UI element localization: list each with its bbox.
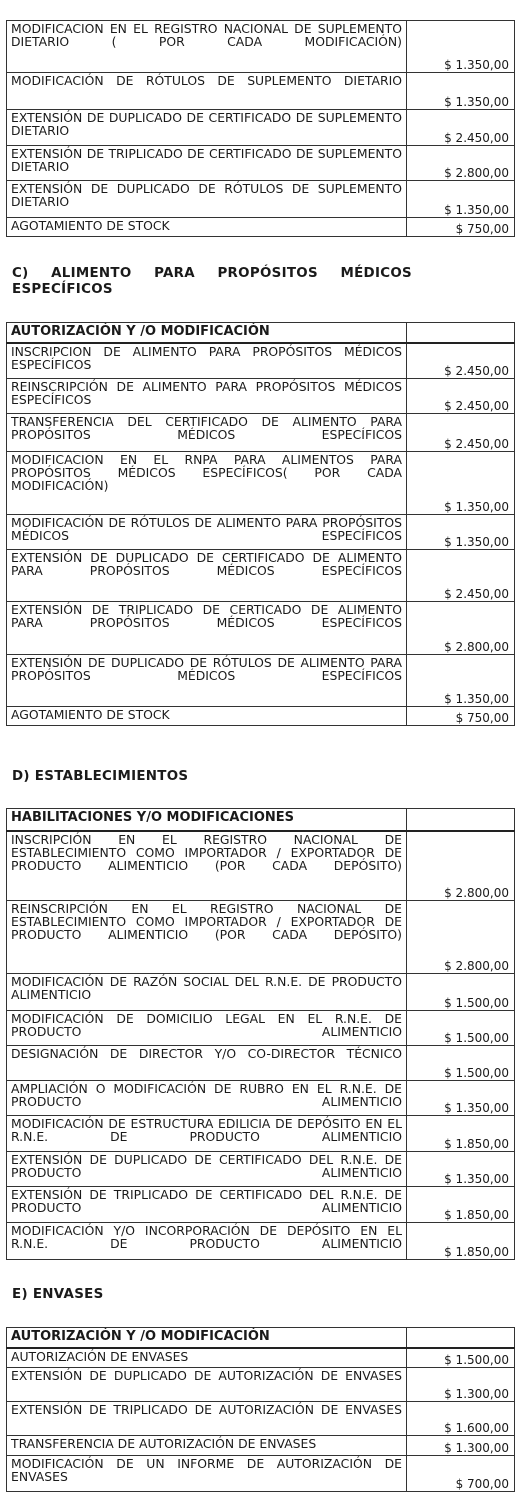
fee-amount: $ 1.350,00 [407, 515, 515, 550]
table-row [7, 21, 515, 73]
fee-amount: $ 2.800,00 [407, 901, 515, 974]
table-row [7, 1436, 515, 1456]
table-row [7, 379, 515, 414]
table-suplemento-dietario [6, 20, 515, 237]
fee-amount: $ 1.350,00 [407, 21, 515, 73]
fee-amount: $ 700,00 [407, 1456, 515, 1492]
fee-description: EXTENSIÓN DE DUPLICADO DE CERTIFICADO DE ALIMENTO PARA PROPÓSITOS MÉDICOS ESPECÍFICOS [7, 550, 407, 602]
section-title-e: E) ENVASES [12, 1287, 104, 1302]
fee-amount: $ 1.600,00 [407, 1402, 515, 1436]
fee-amount: $ 1.350,00 [407, 1081, 515, 1116]
table-row [7, 1116, 515, 1152]
fee-description: MODIFICACION EN EL RNPA PARA ALIMENTOS PARA PROPÓSITOS MÉDICOS ESPECÍFICOS( POR CADA MODIFICACIÓN) [7, 452, 407, 515]
fee-description: INSCRIPCIÓN EN EL REGISTRO NACIONAL DE ESTABLECIMIENTO COMO IMPORTADOR / EXPORTADOR DE PRODUCTO ALIMENTICIO (POR CADA DEPÓSITO) [7, 831, 407, 901]
table-header: AUTORIZACIÓN Y /O MODIFICACIÓN [7, 323, 407, 343]
fee-amount: $ 1.350,00 [407, 181, 515, 218]
table-row [7, 181, 515, 218]
table-row [7, 1187, 515, 1223]
table-row [7, 73, 515, 110]
fee-amount: $ 1.500,00 [407, 1046, 515, 1081]
fee-description: EXTENSIÓN DE DUPLICADO DE CERTIFICADO DEL R.N.E. DE PRODUCTO ALIMENTICIO [7, 1152, 407, 1187]
fee-description: MODIFICACIÓN DE DOMICILIO LEGAL EN EL R.N.E. DE PRODUCTO ALIMENTICIO [7, 1011, 407, 1046]
table-header: HABILITACIONES Y/O MODIFICACIONES [7, 809, 407, 831]
table-header-empty [407, 323, 515, 343]
fee-amount: $ 1.350,00 [407, 655, 515, 707]
fee-description: EXTENSIÓN DE TRIPLICADO DE AUTORIZACIÓN DE ENVASES [7, 1402, 407, 1436]
table-header-empty [407, 809, 515, 831]
fee-amount: $ 2.800,00 [407, 602, 515, 655]
table-row [7, 1456, 515, 1492]
fee-description: EXTENSIÓN DE DUPLICADO DE AUTORIZACIÓN DE ENVASES [7, 1368, 407, 1402]
table-row [7, 146, 515, 181]
fee-amount: $ 2.450,00 [407, 110, 515, 146]
fee-amount: $ 2.450,00 [407, 414, 515, 452]
fee-amount: $ 2.800,00 [407, 831, 515, 901]
fee-amount: $ 1.350,00 [407, 1152, 515, 1187]
fee-description: MODIFICACIÓN DE RAZÓN SOCIAL DEL R.N.E. DE PRODUCTO ALIMENTICIO [7, 974, 407, 1011]
fee-description: AUTORIZACIÓN DE ENVASES [7, 1348, 407, 1368]
fee-amount: $ 2.450,00 [407, 379, 515, 414]
table-row [7, 602, 515, 655]
fee-description: MODIFICACIÓN DE RÓTULOS DE SUPLEMENTO DIETARIO [7, 73, 407, 110]
fee-description: MODIFICACIÓN DE RÓTULOS DE ALIMENTO PARA PROPÓSITOS MÉDICOS ESPECÍFICOS [7, 515, 407, 550]
fee-amount: $ 1.850,00 [407, 1187, 515, 1223]
fee-amount: $ 750,00 [407, 707, 515, 726]
fee-description: INSCRIPCION DE ALIMENTO PARA PROPÓSITOS MÉDICOS ESPECÍFICOS [7, 343, 407, 379]
table-row [7, 974, 515, 1011]
table-header-row [7, 809, 515, 831]
table-row [7, 515, 515, 550]
fee-description: EXTENSIÓN DE DUPLICADO DE RÓTULOS DE SUPLEMENTO DIETARIO [7, 181, 407, 218]
table-row [7, 1046, 515, 1081]
fee-description: EXTENSIÓN DE TRIPLICADO DE CERTICADO DE ALIMENTO PARA PROPÓSITOS MÉDICOS ESPECÍFICOS [7, 602, 407, 655]
fee-description: EXTENSIÓN DE TRIPLICADO DE CERTIFICADO DEL R.N.E. DE PRODUCTO ALIMENTICIO [7, 1187, 407, 1223]
fee-amount: $ 1.850,00 [407, 1223, 515, 1260]
fee-description: EXTENSIÓN DE DUPLICADO DE CERTIFICADO DE SUPLEMENTO DIETARIO [7, 110, 407, 146]
table-row [7, 1081, 515, 1116]
table-row [7, 218, 515, 237]
table-row [7, 1368, 515, 1402]
fee-description: MODIFICACIÓN DE ESTRUCTURA EDILICIA DE DEPÓSITO EN EL R.N.E. DE PRODUCTO ALIMENTICIO [7, 1116, 407, 1152]
table-row [7, 1011, 515, 1046]
table-row [7, 1348, 515, 1368]
table-envases [6, 1327, 515, 1492]
fee-amount: $ 1.300,00 [407, 1368, 515, 1402]
fee-amount: $ 1.850,00 [407, 1116, 515, 1152]
table-row [7, 343, 515, 379]
table-row [7, 1223, 515, 1260]
table-header-row [7, 1328, 515, 1348]
fee-description: AMPLIACIÓN O MODIFICACIÓN DE RUBRO EN EL R.N.E. DE PRODUCTO ALIMENTICIO [7, 1081, 407, 1116]
fee-description: REINSCRIPCIÓN DE ALIMENTO PARA PROPÓSITOS MÉDICOS ESPECÍFICOS [7, 379, 407, 414]
fee-description: AGOTAMIENTO DE STOCK [7, 218, 407, 237]
table-row [7, 1402, 515, 1436]
table-header-row [7, 323, 515, 343]
fee-description: TRANSFERENCIA DEL CERTIFICADO DE ALIMENTO PARA PROPÓSITOS MÉDICOS ESPECÍFICOS [7, 414, 407, 452]
table-row [7, 110, 515, 146]
fee-amount: $ 750,00 [407, 218, 515, 237]
table-row [7, 901, 515, 974]
fee-description: MODIFICACIÓN DE UN INFORME DE AUTORIZACIÓN DE ENVASES [7, 1456, 407, 1492]
fee-amount: $ 2.800,00 [407, 146, 515, 181]
table-row [7, 831, 515, 901]
table-establecimientos [6, 808, 515, 1260]
fee-description: MODIFICACION EN EL REGISTRO NACIONAL DE SUPLEMENTO DIETARIO ( POR CADA MODIFICACIÓN) [7, 21, 407, 73]
fee-description: EXTENSIÓN DE DUPLICADO DE RÓTULOS DE ALIMENTO PARA PROPÓSITOS MÉDICOS ESPECÍFICOS [7, 655, 407, 707]
fee-amount: $ 1.500,00 [407, 1348, 515, 1368]
table-header: AUTORIZACIÓN Y /O MODIFICACIÓN [7, 1328, 407, 1348]
fee-description: DESIGNACIÓN DE DIRECTOR Y/O CO-DIRECTOR TÉCNICO [7, 1046, 407, 1081]
table-row [7, 707, 515, 726]
fee-description: MODIFICACIÓN Y/O INCORPORACIÓN DE DEPÓSITO EN EL R.N.E. DE PRODUCTO ALIMENTICIO [7, 1223, 407, 1260]
fee-amount: $ 1.350,00 [407, 73, 515, 110]
fee-amount: $ 2.450,00 [407, 343, 515, 379]
fee-description: AGOTAMIENTO DE STOCK [7, 707, 407, 726]
fee-description: TRANSFERENCIA DE AUTORIZACIÓN DE ENVASES [7, 1436, 407, 1456]
section-title-c: C) ALIMENTO PARA PROPÓSITOS MÉDICOS ESPECÍFICOS [12, 266, 412, 297]
table-header-empty [407, 1328, 515, 1348]
table-row [7, 550, 515, 602]
table-row [7, 1152, 515, 1187]
fee-amount: $ 2.450,00 [407, 550, 515, 602]
fee-amount: $ 1.300,00 [407, 1436, 515, 1456]
fee-amount: $ 1.500,00 [407, 1011, 515, 1046]
fee-description: REINSCRIPCIÓN EN EL REGISTRO NACIONAL DE ESTABLECIMIENTO COMO IMPORTADOR / EXPORTADOR DE PRODUCTO ALIMENTICIO (POR CADA DEPÓSITO) [7, 901, 407, 974]
fee-description: EXTENSIÓN DE TRIPLICADO DE CERTIFICADO DE SUPLEMENTO DIETARIO [7, 146, 407, 181]
section-title-d: D) ESTABLECIMIENTOS [12, 769, 189, 784]
fee-amount: $ 1.350,00 [407, 452, 515, 515]
table-row [7, 452, 515, 515]
table-row [7, 655, 515, 707]
table-row [7, 414, 515, 452]
table-alimento-propositos-medicos [6, 322, 515, 726]
fee-amount: $ 1.500,00 [407, 974, 515, 1011]
